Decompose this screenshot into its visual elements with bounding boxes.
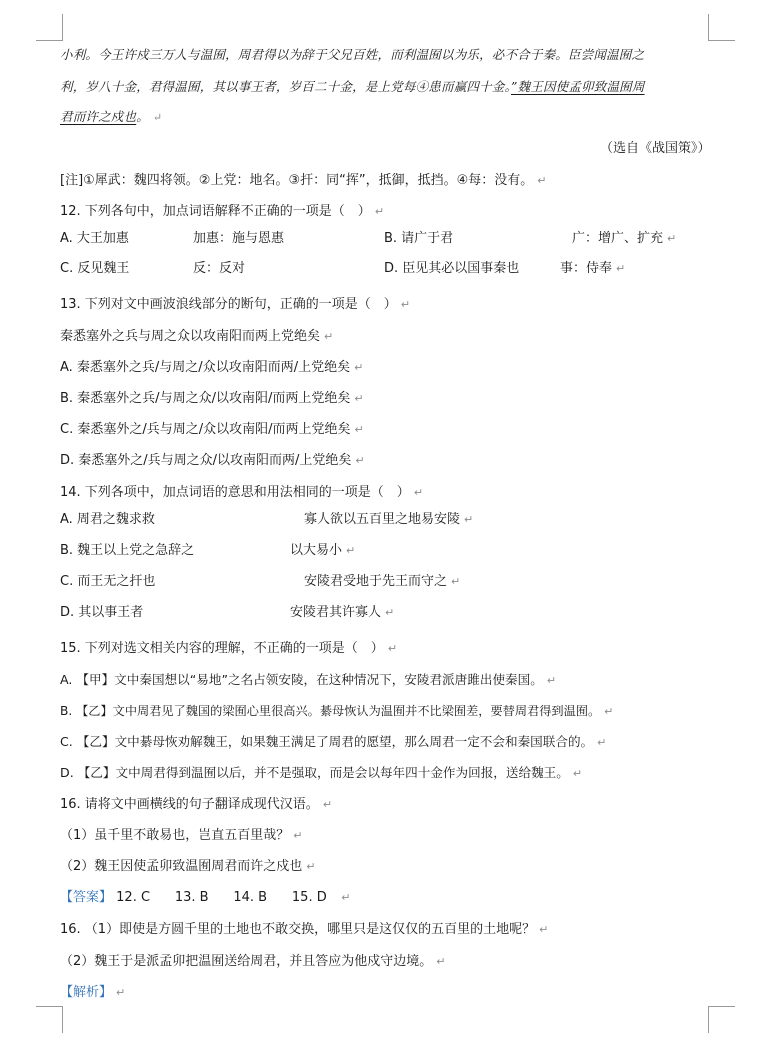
q15-option-c: C. 【乙】文中綦母恢劝解魏王，如果魏王满足了周君的愿望，那么周君一定不会和秦国联合的。 ↵ (60, 734, 607, 749)
q14-option-c: C. 而王无之扞也 (60, 574, 156, 589)
q12-option-c-gloss: 反：反对 (193, 261, 246, 276)
q16-stem: 16. 请将文中画横线的句子翻译成现代汉语。 ↵ (60, 797, 333, 812)
q14-option-c-compare: 安陵君受地于先王而守之 ↵ (304, 574, 461, 589)
q14-option-a-compare: 寡人欲以五百里之地易安陵 ↵ (304, 512, 474, 527)
analysis-row: 【解析】 ↵ (60, 985, 126, 1000)
q16-sentence-2: （2）魏王因使孟卯致温囿周君而许之戍也 ↵ (60, 859, 316, 874)
analysis-label: 【解析】 (60, 985, 113, 1000)
q15-stem: 15. 下列对选文相关内容的理解，不正确的一项是（ ） ↵ (60, 641, 398, 656)
q14-option-b-compare: 以大易小 ↵ (290, 543, 356, 558)
answer-12: 12. C (116, 890, 151, 905)
passage-line-3: 君而许之戍也。 ↵ (60, 109, 163, 124)
crop-mark-top-left (36, 14, 63, 41)
answer-15: 15. D (291, 890, 327, 905)
q14-option-a: A. 周君之魏求救 (60, 512, 155, 527)
answer-13: 13. B (174, 890, 209, 905)
source-citation: （选自《战国策》） (600, 141, 711, 156)
q12-option-a-gloss: 加惠：施与恩惠 (193, 231, 285, 246)
answer-label: 【答案】 (60, 890, 113, 905)
q12-option-d-gloss: 事：侍奉 ↵ (560, 261, 626, 276)
q13-option-d: D. 秦悉塞外之/兵与周之众/以攻南阳而两/上党绝矣 ↵ (60, 453, 365, 468)
q14-option-d-compare: 安陵君其许寡人 ↵ (290, 605, 395, 620)
q12-option-d: D. 臣见其必以国事秦也 (384, 261, 520, 276)
q15-option-d: D. 【乙】文中周君得到温囿以后，并不是强取，而是会以每年四十金作为回报，送给魏王。 ↵ (60, 765, 583, 780)
q16-sentence-1: （1）虽千里不敢易也，岂直五百里哉？ ↵ (60, 828, 303, 843)
q12-option-a: A. 大王加惠 (60, 231, 129, 246)
q12-option-c: C. 反见魏王 (60, 261, 130, 276)
q12-option-b: B. 请广于君 (384, 231, 454, 246)
translation-1: 16. （1）即使是方圆千里的土地也不敢交换，哪里只是这仅仅的五百里的土地呢？ ↵ (60, 922, 549, 937)
q13-option-c: C. 秦悉塞外之/兵与周之/众以攻南阳/而两上党绝矣 ↵ (60, 422, 364, 437)
q14-option-d: D. 其以事王者 (60, 605, 144, 620)
translation-2: （2）魏王于是派孟卯把温囿送给周君，并且答应为他戍守边境。 ↵ (60, 954, 446, 969)
q15-option-b: B. 【乙】文中周君见了魏国的梁囿心里很高兴。綦母恢认为温囿并不比梁囿差，要替周君得到温囿。 ↵ (60, 704, 614, 718)
answer-14: 14. B (233, 890, 268, 905)
crop-mark-bottom-left (36, 1006, 63, 1033)
q15-option-a: A. 【甲】文中秦国想以“易地”之名占领安陵，在这种情况下，安陵君派唐雎出使秦国。 ↵ (60, 672, 557, 687)
q13-stem: 13. 下列对文中画波浪线部分的断句，正确的一项是（ ） ↵ (60, 297, 411, 312)
q13-option-a: A. 秦悉塞外之兵/与周之/众以攻南阳而两/上党绝矣 ↵ (60, 360, 364, 375)
q12-stem: 12. 下列各句中，加点词语解释不正确的一项是（ ） ↵ (60, 204, 385, 219)
notes: [注]①犀武：魏四将领。②上党：地名。③扞：同“挥”，抵御，抵挡。④每：没有。 ↵ (60, 173, 547, 188)
q12-option-b-gloss: 广：增广、扩充 ↵ (572, 231, 677, 246)
passage-line-1: 小利。今王许戍三万人与温囿，周君得以为辞于父兄百姓，而利温囿以为乐，必不合于秦。臣尝闻温囿之 (60, 47, 645, 62)
passage-line-2: 利，岁八十金，君得温囿，其以事王者，岁百二十金，是上党每④患而赢四十金。”魏王因使孟卯致温囿周 (60, 79, 645, 94)
q13-option-b: B. 秦悉塞外之兵/与周之众/以攻南阳/而两上党绝矣 ↵ (60, 391, 364, 406)
q14-option-b: B. 魏王以上党之急辞之 (60, 543, 195, 558)
crop-mark-bottom-right (708, 1006, 735, 1033)
crop-mark-top-right (708, 14, 735, 41)
answer-row: 【答案】 12. C 13. B 14. B 15. D ↵ (60, 890, 351, 905)
q14-stem: 14. 下列各项中，加点词语的意思和用法相同的一项是（ ） ↵ (60, 485, 424, 500)
q13-sentence: 秦悉塞外之兵与周之众以攻南阳而两上党绝矣 ↵ (60, 329, 334, 344)
